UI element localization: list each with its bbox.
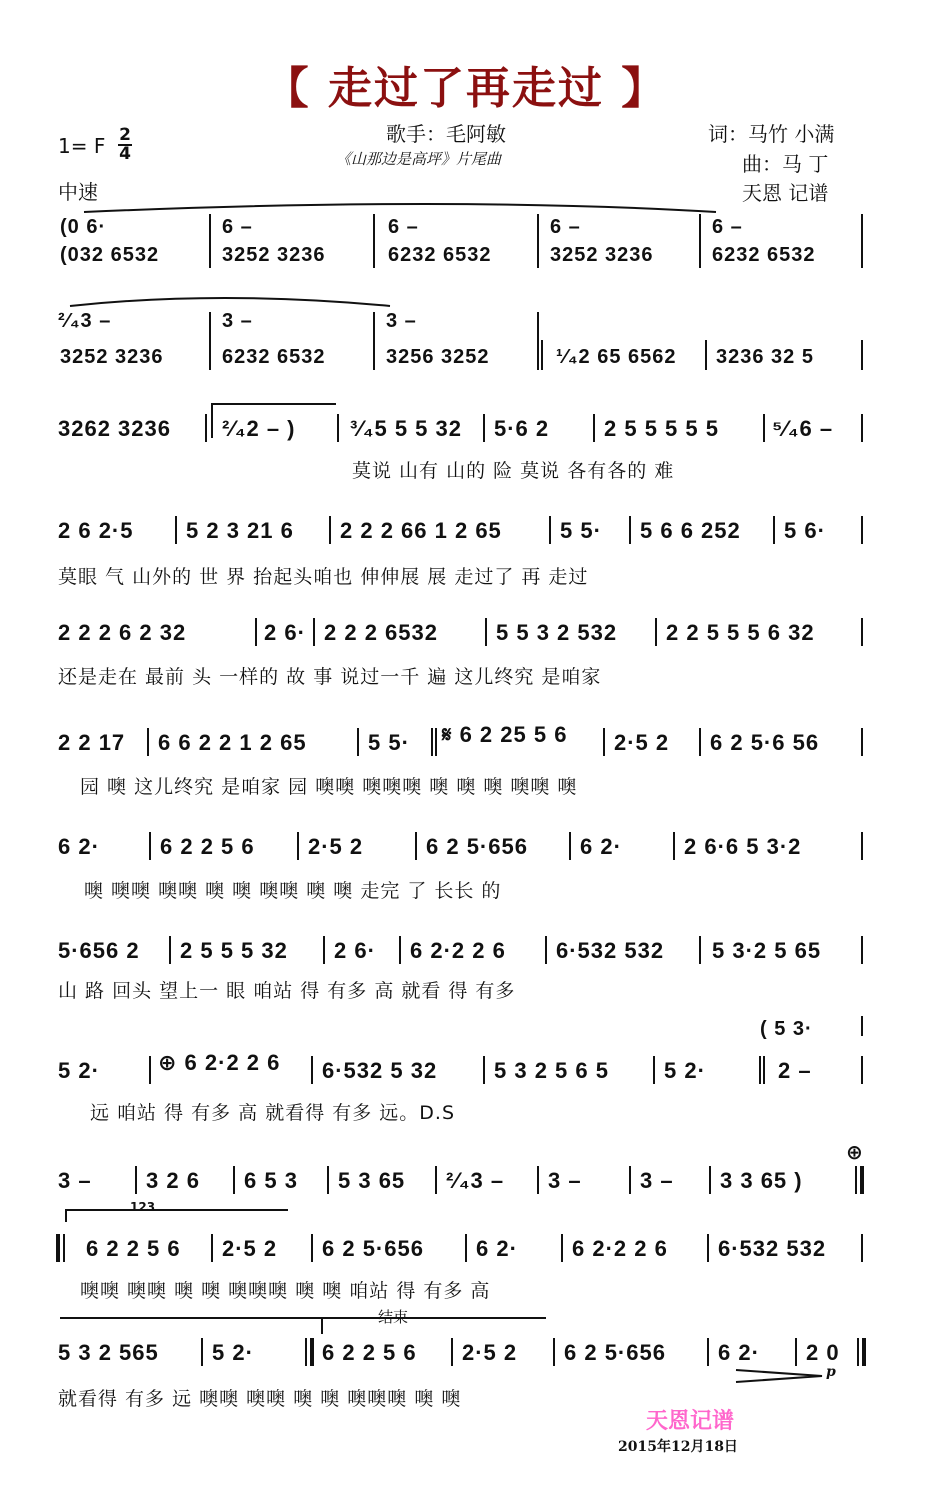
- measure: 6 –: [712, 216, 743, 238]
- measure: ²⁄₄3 –: [446, 1168, 505, 1193]
- measure: 3 –: [222, 310, 253, 332]
- measure: 2·5 2: [462, 1340, 518, 1365]
- measure: 6·532 532: [556, 938, 665, 963]
- ending-label: 结束: [378, 1308, 409, 1326]
- measure: 3262 3236: [58, 416, 171, 441]
- measure: 6 2 5·656: [426, 834, 528, 859]
- lyrics-line: 山 路 回头 望上一 眼 咱站 得 有多 高 就看 得 有多: [58, 980, 516, 1002]
- measure: 3 3 65 ): [720, 1168, 803, 1193]
- measure: 6 6 2 2 1 2 65: [158, 730, 307, 755]
- transcription-date: 2015年12月18日: [618, 1439, 738, 1455]
- tempo-marking: 中速: [58, 180, 98, 204]
- key-signature: 1= F: [58, 134, 106, 158]
- measure: 6 –: [550, 216, 581, 238]
- measure: 2·5 2: [614, 730, 670, 755]
- dynamic-mark: p: [826, 1364, 836, 1380]
- measure: 3252 3236: [60, 346, 164, 368]
- measure: 6 2·2 2 6: [572, 1236, 668, 1261]
- measure: 5 3 65: [338, 1168, 406, 1193]
- lyrics-line: 远 咱站 得 有多 高 就看得 有多 远。D.S: [90, 1102, 456, 1124]
- measure: 5 2·: [212, 1340, 254, 1365]
- transcriber-credit: 天恩 记谱: [742, 181, 829, 205]
- lyrics-line: 园 噢 这儿终究 是咱家 园 噢噢 噢噢噢 噢 噢 噢 噢噢 噢: [80, 776, 578, 798]
- lyrics-line: 就看得 有多 远 噢噢 噢噢 噢 噢 噢噢噢 噢 噢: [58, 1388, 462, 1410]
- measure: 3236 32 5: [716, 346, 814, 368]
- measure: 3 –: [640, 1168, 674, 1193]
- transcriber-stamp: 天恩记谱: [646, 1408, 735, 1434]
- measure: 5·6 2: [494, 416, 550, 441]
- lyrics-line: 还是走在 最前 头 一样的 故 事 说过一千 遍 这儿终究 是咱家: [58, 666, 602, 688]
- measure: 2·5 2: [222, 1236, 278, 1261]
- measure: 2·5 2: [308, 834, 364, 859]
- measure: 2 2 17: [58, 730, 126, 755]
- measure: 6 2 5·6 56: [710, 730, 820, 755]
- measure: ²⁄₄3 –: [58, 310, 112, 332]
- volta-label: 123: [130, 1200, 156, 1214]
- measure: 2 6·: [264, 620, 306, 645]
- measure: 5 2 3 21 6: [186, 518, 294, 543]
- measure: 5 5 3 2 532: [496, 620, 618, 645]
- measure: 3252 3236: [222, 244, 326, 266]
- coda-aside: ( 5 3·: [760, 1018, 813, 1040]
- measure: 6 2·: [718, 1340, 760, 1365]
- measure: 3252 3236: [550, 244, 654, 266]
- measure: 2 6 2·5: [58, 518, 134, 543]
- singer-credit: 歌手：毛阿敏: [386, 122, 506, 146]
- measure: 5 3·2 5 65: [712, 938, 822, 963]
- measure: 6 2 2 5 6: [86, 1236, 181, 1261]
- measure: 6 2 2 5 6: [160, 834, 255, 859]
- measure: ³⁄₄5 5 5 32: [350, 416, 462, 441]
- source-note: 《山那边是高坪》片尾曲: [336, 150, 502, 168]
- measure: 6·532 532: [718, 1236, 827, 1261]
- measure: 3 –: [58, 1168, 92, 1193]
- lyrics-line: 莫说 山有 山的 险 莫说 各有各的 难: [352, 460, 675, 482]
- measure: 2 0: [806, 1340, 840, 1365]
- measure: ⁵⁄₄6 –: [772, 416, 834, 441]
- measure: 6232 6532: [712, 244, 816, 266]
- composer-credit: 曲：马 丁: [742, 152, 829, 176]
- coda-mark: ⊕: [846, 1142, 864, 1164]
- measure: 6 2 2 5 6: [322, 1340, 417, 1365]
- measure: 3 2 6: [146, 1168, 200, 1193]
- measure: 6 2·: [580, 834, 622, 859]
- time-numerator: 2: [119, 125, 131, 145]
- measure: 5 2·: [58, 1058, 100, 1083]
- measure: 𝄋 6 2 25 5 6: [442, 722, 568, 747]
- measure: 5 6·: [784, 518, 826, 543]
- measure: 5 2·: [664, 1058, 706, 1083]
- measure: 6 –: [222, 216, 253, 238]
- measure: ¹⁄₄2 65 6562: [556, 346, 677, 368]
- measure: 6·532 5 32: [322, 1058, 438, 1083]
- measure: 2 5 5 5 5 5: [604, 416, 719, 441]
- measure: (0 6·: [60, 216, 107, 238]
- measure: 2 6·6 5 3·2: [684, 834, 802, 859]
- measure: 6 2·: [58, 834, 100, 859]
- time-denominator: 4: [119, 144, 131, 164]
- measure: 5 5·: [368, 730, 410, 755]
- measure: 5 3 2 5 6 5: [494, 1058, 609, 1083]
- measure: 2 2 5 5 5 6 32: [666, 620, 815, 645]
- lyrics-line: 莫眼 气 山外的 世 界 抬起头咱也 伸伸展 展 走过了 再 走过: [58, 566, 589, 588]
- measure: 6 5 3: [244, 1168, 298, 1193]
- measure: 6232 6532: [388, 244, 492, 266]
- measure: 6232 6532: [222, 346, 326, 368]
- measure: 6 2·2 2 6: [410, 938, 506, 963]
- measure: 5 6 6 252: [640, 518, 741, 543]
- measure: 2 6·: [334, 938, 376, 963]
- measure: (032 6532: [60, 244, 160, 266]
- measure: 3256 3252: [386, 346, 490, 368]
- measure: ⊕ 6 2·2 2 6: [158, 1050, 281, 1075]
- measure: 2 5 5 5 32: [180, 938, 288, 963]
- measure: 2 –: [778, 1058, 812, 1083]
- measure: 3 –: [386, 310, 417, 332]
- measure: 5 5·: [560, 518, 602, 543]
- measure: 3 –: [548, 1168, 582, 1193]
- measure: 2 2 2 6 2 32: [58, 620, 187, 645]
- measure: 5·656 2: [58, 938, 140, 963]
- measure: 5 3 2 565: [58, 1340, 159, 1365]
- measure: ²⁄₄2 – ): [222, 416, 296, 441]
- measure: 6 2 5·656: [322, 1236, 424, 1261]
- lyrics-line: 噢 噢噢 噢噢 噢 噢 噢噢 噢 噢 走完 了 长长 的: [84, 880, 502, 902]
- lyricist-credit: 词：马竹 小满: [708, 122, 835, 146]
- measure: 2 2 2 66 1 2 65: [340, 518, 502, 543]
- measure: 6 2 5·656: [564, 1340, 666, 1365]
- measure: 6 –: [388, 216, 419, 238]
- measure: 2 2 2 6532: [324, 620, 438, 645]
- lyrics-line: 噢噢 噢噢 噢 噢 噢噢噢 噢 噢 咱站 得 有多 高: [80, 1280, 491, 1302]
- song-title: 【 走过了再走过 】: [264, 63, 668, 114]
- measure: 6 2·: [476, 1236, 518, 1261]
